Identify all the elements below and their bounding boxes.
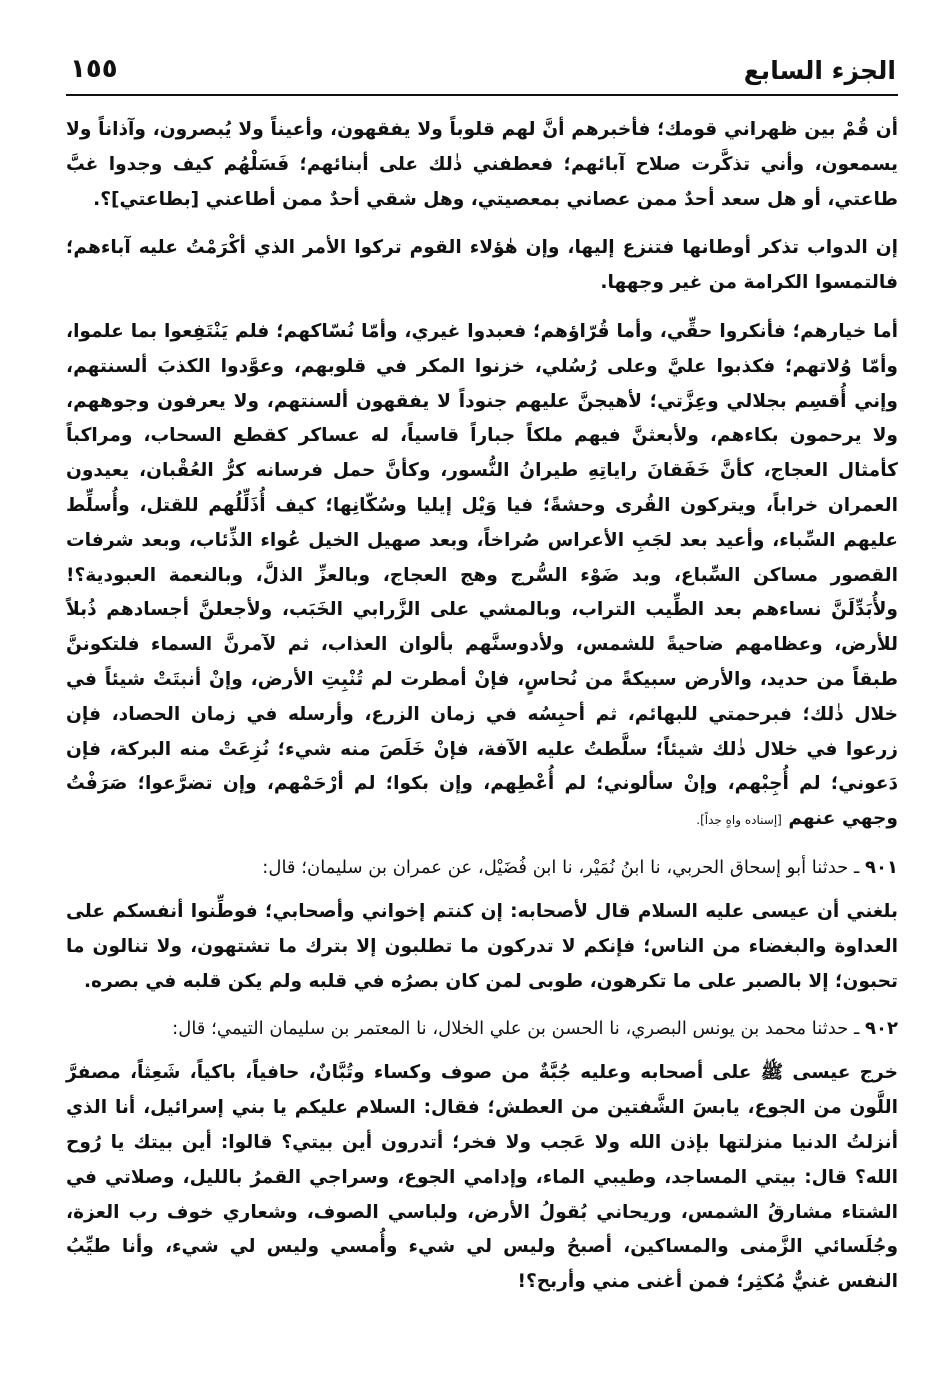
page-body	[66, 113, 898, 1314]
paragraph-text: إن الدواب تذكر أوطانها فتنزع إليها، وإن هٰؤلاء القوم تركوا الأمر الذي أكْرَمْتُ عليه آباءهم؛ فالتمسوا الكرامة من غير وجهها.	[66, 237, 898, 294]
paragraph-1	[66, 113, 898, 217]
hadith-number: ٩٠١	[865, 856, 898, 878]
paragraph-3	[66, 315, 898, 838]
paragraph-text: بلغني أن عيسى عليه السلام قال لأصحابه: إن كنتم إخواني وأصحابي؛ فوطِّنوا أنفسكم على العداوة والبغضاء من الناس؛ فإنكم لا تدركون ما تطلبون إلا بترك ما تشتهون، ولا تنالون ما تحبون؛ إلا بالصبر على ما تكرهون، طوبى لمن كان بصرُه في قلبه ولم يكن قلبه في بصره.	[66, 900, 898, 992]
paragraph-text: أما خيارهم؛ فأنكروا حقِّي، وأما قُرّاؤهم؛ فعبدوا غيري، وأمّا نُسّاكهم؛ فلم يَنْتَفِعوا بما علموا، وأمّا وُلاتهم؛ فكذبوا عليَّ وعلى رُسُلي، خزنوا المكر في قلوبهم، وعوَّدوا الكذبَ ألسنتهم، وإني أُقسِم بجلالي وعِزَّتي؛ لأهيجنَّ عليهم جنوداً لا يفقهون ألسنتهم، ولا يعرفون وجوههم، ولا يرحمون بكاءهم، ولأبعثنَّ فيهم ملكاً جباراً قاسياً، له عساكر كقطع السحاب، ومراكباً كأمثال العجاج، كأنَّ خَفَقانَ راياتِهِ طيرانُ النُّسور، وكأنَّ حمل فرسانه كرُّ العُقْبان، يعيدون العمران خراباً، ويتركون القُرى وحشةً؛ فيا وَيْل إيليا وسُكّانِها؛ كيف أُذَلِّلُهم للقتل، وأُسلِّط عليهم السِّباء، وأعيد بعد لجَبِ الأعراس صُراخاً، وبعد صهيل الخيل عُواء الذِّئاب، وبعد شرفات القصور مساكن السِّباع، وبد ضَوْء السُّرج وهج العجاج، وبالعزِّ الذلَّ، وبالنعمة العبودية؟! ولأُبَدِّلَنَّ نساءهم بعد الطِّيب التراب، وبالمشي على الزَّرابي الخَبَب، ولأجعلنَّ أجسادهم ذُبلاً للأرض، وعظامهم ضاحيةً للشمس، ولأدوسنَّهم بألوان العذاب، ثم لآمرنَّ السماء فلتكوننَّ طبقاً من حديد، والأرض سبيكةً من نُحاسٍ، فإنْ أمطرت لم تُنْبِتِ الأرض، وإنْ أنبتَتْ شيئاً في خلال ذٰلك؛ فبرحمتي للبهائم، ثم أحبِسُه في زمان الزرع، وأرسله في زمان الحصاد، فإن زرعوا في خلال ذٰلك شيئاً؛ سلَّطتُ عليه الآفة، فإنْ خَلَصَ منه شيء؛ نُزِعَتْ منه البركة، فإن دَعوني؛ لم أُجِبْهم، وإنْ سألوني؛ لم أُعْطِهم، وإن بكوا؛ لم أرْحَمْهم، وإن تضرَّعوا؛ صَرَفْتُ وجهي عنهم	[66, 320, 898, 830]
paragraph-2	[66, 231, 898, 301]
paragraph-7	[66, 1056, 898, 1300]
paragraph-text: أن قُمْ بين ظهراني قومك؛ فأخبرهم أنَّ لهم قلوباً ولا يفقهون، وأعيناً ولا يُبصرون، وآذاناً ولا يسمعون، وأني تذكَّرت صلاح آبائهم؛ فعطفني ذٰلك على أبنائهم؛ فَسَلْهُم كيف وجدوا غبَّ طاعتي، أو هل سعد أحدٌ ممن عصاني بمعصيتي، وهل شقي أحدٌ ممن أطاعني [بطاعتي]؟.	[66, 119, 898, 210]
page-header	[66, 52, 898, 96]
hadith-902-isnad	[66, 1013, 898, 1044]
isnad-text: ـ حدثنا أبو إسحاق الحربي، نا ابنُ نُمَيْر، نا ابن فُضَيْل، عن عمران بن سليمان؛ قال:	[262, 856, 860, 878]
running-title: الجزء السابع	[743, 56, 896, 85]
paragraph-text: خرج عيسى ﷺ على أصحابه وعليه جُبَّةٌ من صوف وكساء وتُبَّانٌ، حافياً، باكياً، شَعِثاً، مصفرَّ اللَّون من الجوع، يابسَ الشَّفتين من العطش؛ فقال: السلام عليكم يا بني إسرائيل، أنا الذي أنزلتُ الدنيا منزلتها بإذن الله ولا عَجب ولا فخر؛ أتدرون أين بيتي؟ قالوا: أين بيتك يا رُوح الله؟ قال: بيتي المساجد، وطيبي الماء، وإدامي الجوع، وسراجي القمرُ بالليل، وصلاتي في الشتاء مشارقُ الشمس، وريحاني بُقولُ الأرض، ولباسي الصوف، وشعاري خوف رب العزة، وجُلَسائي الزَّمنى والمساكين، أصبحُ وليس لي شيء وأُمسي وليس لي شيء، وأنا طيِّبُ النفس غنيٌّ مُكثِر؛ فمن أغنى مني وأربح؟!	[66, 1062, 898, 1293]
grading-note: [إسناده واهٍ جداً].	[696, 813, 782, 828]
paragraph-5	[66, 895, 898, 999]
hadith-number: ٩٠٢	[865, 1018, 898, 1040]
isnad-text: ـ حدثنا محمد بن يونس البصري، نا الحسن بن علي الخلال، نا المعتمر بن سليمان التيمي؛ قال:	[172, 1018, 860, 1040]
hadith-901-isnad	[66, 852, 898, 883]
page-number: ١٥٥	[70, 54, 118, 84]
